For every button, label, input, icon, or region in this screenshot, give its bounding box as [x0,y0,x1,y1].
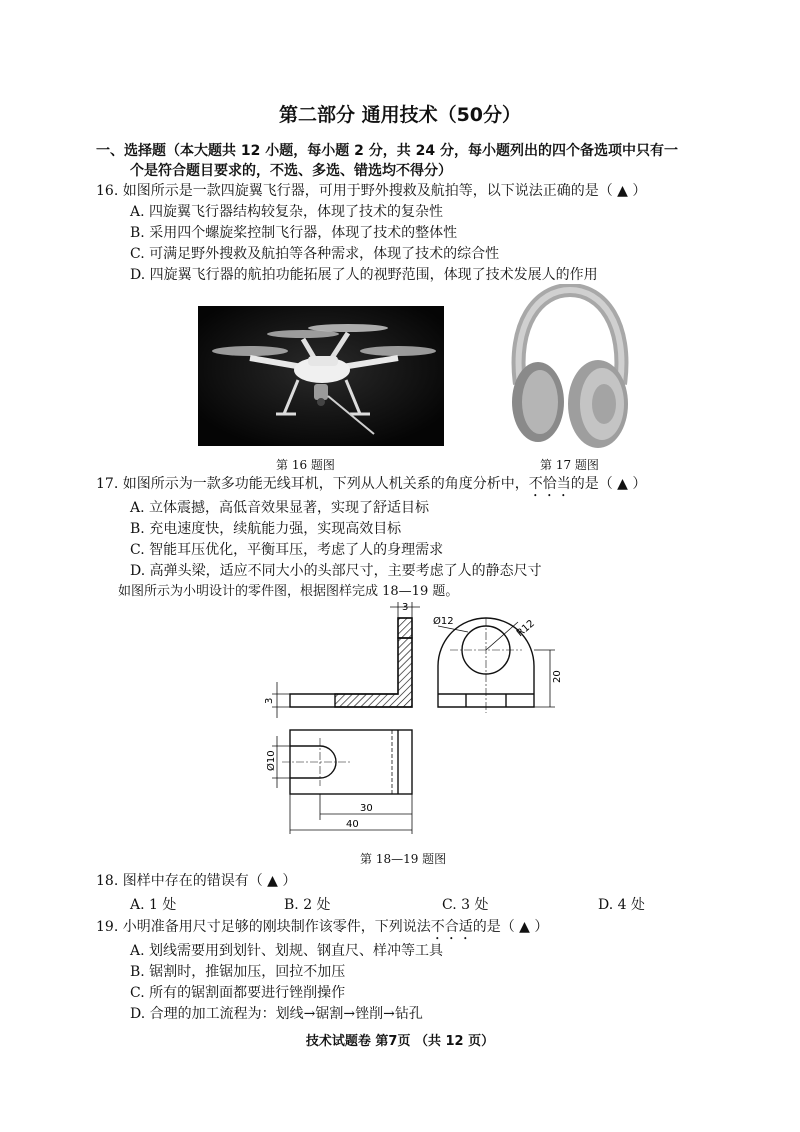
q19-stem-part2: 的是（ ▲ ） [472,919,549,935]
q17-option-c: C. 智能耳压优化，平衡耳压，考虑了人的身理需求 [130,542,444,558]
q18-option-b: B. 2 处 [284,897,331,913]
headphones-icon [498,284,638,454]
dim-phi12: Ø12 [433,616,454,627]
q19-option-b: B. 锯割时，推锯加压，回拉不加压 [130,964,346,980]
dim-30: 30 [360,803,373,814]
q18-option-c: C. 3 处 [442,897,489,913]
headphones-photo [498,284,638,454]
drone-photo [198,306,444,446]
q16-stem: 16. 如图所示是一款四旋翼飞行器，可用于野外搜救及航拍等，以下说法正确的是（ ▲ ） [96,183,647,199]
q16-option-c: C. 可满足野外搜救及航拍等各种需求，体现了技术的综合性 [130,246,500,262]
figure16-caption: 第 16 题图 [276,458,335,472]
dim-40: 40 [346,819,359,830]
q19-option-d: D. 合理的加工流程为：划线→锯割→锉削→钻孔 [130,1006,423,1022]
dim-r12: R12 [514,618,537,640]
section-heading-line2: 个是符合题目要求的，不选、多选、错选均不得分） [130,163,452,179]
dim-phi10: Ø10 [266,750,277,771]
q19-option-a: A. 划线需要用到划针、划规、钢直尺、样冲等工具 [130,943,444,959]
q17-stem-part2: 的是（ ▲ ） [570,476,647,492]
q18-19-intro: 如图所示为小明设计的零件图，根据图样完成 18—19 题。 [118,584,459,599]
dim-3-top: 3 [402,602,409,613]
q17-stem [96,474,646,500]
q18-option-a: A. 1 处 [130,897,177,913]
q18-stem: 18. 图样中存在的错误有（ ▲ ） [96,873,297,889]
q16-option-d: D. 四旋翼飞行器的航拍功能拓展了人的视野范围，体现了技术发展人的作用 [130,267,598,283]
section-heading-line1: 一、选择题（本大题共 12 小题，每小题 2 分，共 24 分，每小题列出的四个备选项中只有一 [96,143,678,159]
page-footer: 技术试题卷 第7页 （共 12 页） [305,1034,495,1049]
q19-emphasis: 不合适 [430,919,473,935]
q16-option-b: B. 采用四个螺旋桨控制飞行器，体现了技术的整体性 [130,225,458,241]
figure18-19-caption: 第 18—19 题图 [360,852,447,866]
q19-stem-part1: 19. 小明准备用尺寸足够的刚块制作该零件，下列说法 [96,919,431,935]
q17-option-a: A. 立体震撼，高低音效果显著，实现了舒适目标 [130,500,430,516]
q17-emphasis: 不恰当 [528,476,571,492]
part-drawing [250,598,570,843]
q16-option-a: A. 四旋翼飞行器结构较复杂，体现了技术的复杂性 [130,204,444,220]
q19-option-c: C. 所有的锯割面都要进行锉削操作 [130,985,346,1001]
q17-stem-part1: 17. 如图所示为一款多功能无线耳机，下列从人机关系的角度分析中， [96,476,529,492]
q19-stem [96,917,548,943]
q18-option-d: D. 4 处 [598,897,645,913]
dim-3-left: 3 [264,697,275,704]
q17-option-d: D. 高弹头梁，适应不同大小的头部尺寸，主要考虑了人的静态尺寸 [130,563,542,579]
figure17-caption: 第 17 题图 [540,458,599,472]
page-title: 第二部分 通用技术（50分） [278,104,522,126]
drone-icon [198,306,444,446]
dim-20: 20 [552,670,563,683]
q17-option-b: B. 充电速度快，续航能力强，实现高效目标 [130,521,402,537]
